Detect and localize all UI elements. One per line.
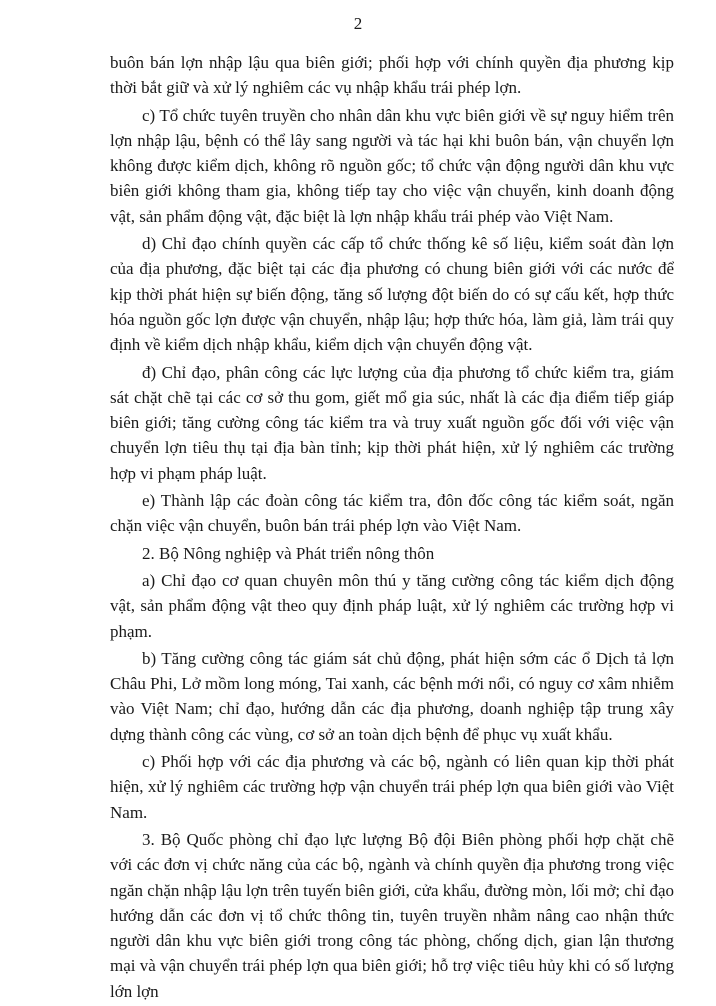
paragraph-item-dd: đ) Chỉ đạo, phân công các lực lượng của địa phương tổ chức kiểm tra, giám sát chặt chẽ tại các cơ sở thu gom, giết mổ gia súc, nhất là các địa điểm tiếp giáp biên giới; tăng cường công tác kiểm tra và truy xuất nguồn gốc đối với việc vận chuyển lợn tiêu thụ tại địa bàn tỉnh; kịp thời phát hiện, xử lý nghiêm các trường hợp vi phạm pháp luật. xyxy=(110,362,674,483)
paragraph-section-3: 3. Bộ Quốc phòng chỉ đạo lực lượng Bộ đội Biên phòng phối hợp chặt chẽ với các đơn vị chức năng của các bộ, ngành và chính quyền địa phương trong việc ngăn chặn nhập lậu lợn trên tuyến biên giới, cửa khẩu, đường mòn, lối mở; chỉ đạo hướng dẫn các đơn vị tổ chức thông tin, tuyên truyền nhằm nâng cao nhận thức người dân khu vực biên giới trong công tác phòng, chống dịch, gian lận thương mại và vận chuyển trái phép lợn qua biên giới; hỗ trợ việc tiêu hủy khi có số lượng lớn lợn xyxy=(110,829,674,1001)
paragraph-item-d: d) Chỉ đạo chính quyền các cấp tổ chức thống kê số liệu, kiểm soát đàn lợn của địa phương, đặc biệt tại các địa phương có chung biên giới với các nước để kịp thời phát hiện sự biến động, tăng số lượng đột biến do có sự cấu kết, hợp thức hóa nguồn gốc lợn được vận chuyển, nhập lậu; hợp thức hóa, làm giả, làm trái quy định về kiểm dịch nhập khẩu, kiểm dịch vận chuyển động vật. xyxy=(110,234,674,355)
document-body xyxy=(110,50,674,1006)
paragraph-continuation: buôn bán lợn nhập lậu qua biên giới; phối hợp với chính quyền địa phương kịp thời bắt giữ và xử lý nghiêm các vụ nhập khẩu trái phép lợn. xyxy=(110,53,674,98)
paragraph-item-a: a) Chỉ đạo cơ quan chuyên môn thú y tăng cường công tác kiểm dịch động vật, sản phẩm động vật theo quy định pháp luật, xử lý nghiêm các trường hợp vi phạm. xyxy=(110,570,674,641)
paragraph-item-b: b) Tăng cường công tác giám sát chủ động, phát hiện sớm các ổ Dịch tả lợn Châu Phi, Lở mồm long móng, Tai xanh, các bệnh mới nổi, có nguy cơ xâm nhiễm vào Việt Nam; chỉ đạo, hướng dẫn các địa phương, doanh nghiệp tập trung xây dựng thành công các vùng, cơ sở an toàn dịch bệnh để phục vụ xuất khẩu. xyxy=(110,648,674,744)
paragraph-item-c2: c) Phối hợp với các địa phương và các bộ, ngành có liên quan kịp thời phát hiện, xử lý nghiêm các trường hợp vận chuyển trái phép lợn qua biên giới vào Việt Nam. xyxy=(110,752,674,822)
section-heading-ministry-agriculture: 2. Bộ Nông nghiệp và Phát triển nông thôn xyxy=(142,543,435,563)
paragraph-item-e: e) Thành lập các đoàn công tác kiểm tra, đôn đốc công tác kiểm soát, ngăn chặn việc vận chuyển, buôn bán trái phép lợn vào Việt Nam. xyxy=(110,491,674,536)
page-number: 2 xyxy=(353,14,363,33)
paragraph-item-c: c) Tổ chức tuyên truyền cho nhân dân khu vực biên giới về sự nguy hiểm trên lợn nhập lậu, bệnh có thể lây sang người và tác hại khi buôn bán, vận chuyển lợn không được kiểm dịch, không rõ nguồn gốc; tổ chức vận động người dân khu vực biên giới không tham gia, không tiếp tay cho việc vận chuyển, kinh doanh động vật, sản phẩm động vật, đặc biệt là lợn nhập khẩu trái phép vào Việt Nam. xyxy=(110,105,674,226)
